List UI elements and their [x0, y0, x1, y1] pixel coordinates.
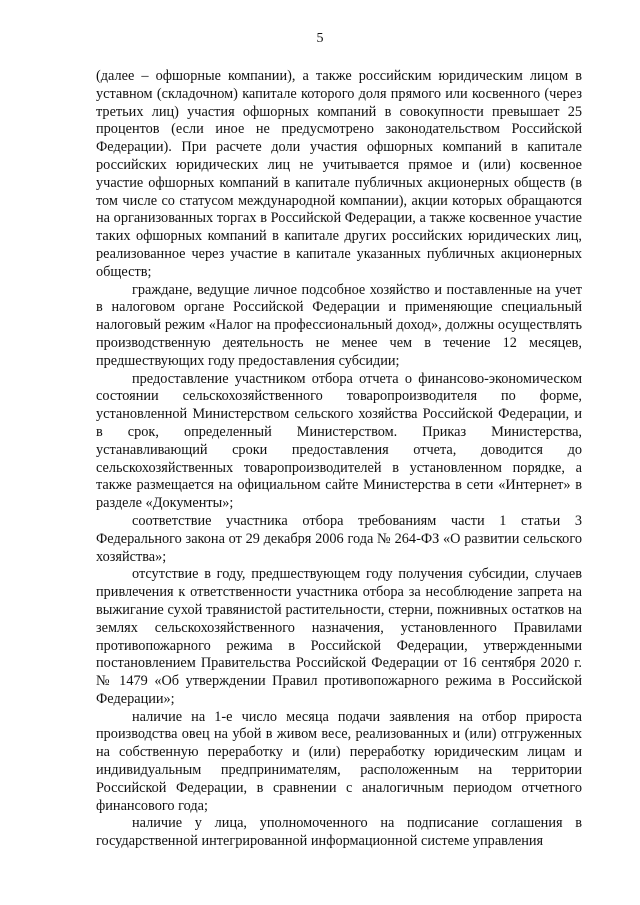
paragraph-sheep-production-growth: наличие на 1-е число месяца подачи заявления на отбор прироста производства овец на убой в живом весе, реализованных и (или) отгруженных на собственную переработку и (или) переработку юридическим лицам и индивидуальным предпринимателям, расположенным на территории Российской Федерации, в сравнении с аналогичным периодом отчетного финансового года; — [96, 708, 582, 814]
document-body — [96, 68, 582, 851]
page-number: 5 — [316, 31, 324, 46]
paragraph-financial-report: предоставление участником отбора отчета о финансово-экономическом состоянии сельскохозяйственного товаропроизводителя по форме, установленной Министерством сельского хозяйства Российской Федерации, и в срок, определенный Министерством. Приказ Министерства, устанавливающий сроки предоставления отчета, доводится до сельскохозяйственных товаропроизводителей в установленном порядке, а также размещается на официальном сайте Министерства в сети «Интернет» в разделе «Документы»; — [96, 370, 582, 512]
paragraph-fire-safety: отсутствие в году, предшествующем году получения субсидии, случаев привлечения к ответственности участника отбора за несоблюдение запрета на выжигание сухой травянистой растительности, стерни, пожнивных остатков на землях сельскохозяйственного назначения, установленного Правилами противопожарного режима в Российской Федерации, утвержденными постановлением Правительства Российской Федерации от 16 сентября 2020 г. № 1479 «Об утверждении Правил противопожарного режима в Российской Федерации»; — [96, 566, 582, 707]
paragraph-personal-farming: граждане, ведущие личное подсобное хозяйство и поставленные на учет в налоговом органе Российской Федерации и применяющие специальный налоговый режим «Налог на профессиональный доход», должны осуществлять производственную деятельность не менее чем в течение 12 месяцев, предшествующих году предоставления субсидии; — [96, 281, 582, 369]
paragraph-federal-law-compliance: соответствие участника отбора требованиям части 1 статьи 3 Федерального закона от 29 декабря 2006 года № 264-ФЗ «О развитии сельского хозяйства»; — [96, 512, 582, 565]
paragraph-offshore-companies: (далее – офшорные компании), а также российским юридическим лицом в уставном (складочном) капитале которого доля прямого или косвенного (через третьих лиц) участия офшорных компаний в совокупности превышает 25 процентов (если иное не предусмотрено законодательством Российской Федерации). При расчете доли участия офшорных компаний в капитале российских юридических лиц не учитывается прямое и (или) косвенное участие офшорных компаний в капитале публичных акционерных обществ (в том числе со статусом международной компании), акции которых обращаются на организованных торгах в Российской Федерации, а также косвенное участие таких офшорных компаний в капитале других российских юридических лиц, реализованное через участие в капитале указанных публичных акционерных обществ; — [96, 68, 582, 280]
paragraph-authorized-person: наличие у лица, уполномоченного на подписание соглашения в государственной интегрированной информационной системе управления — [96, 815, 582, 850]
